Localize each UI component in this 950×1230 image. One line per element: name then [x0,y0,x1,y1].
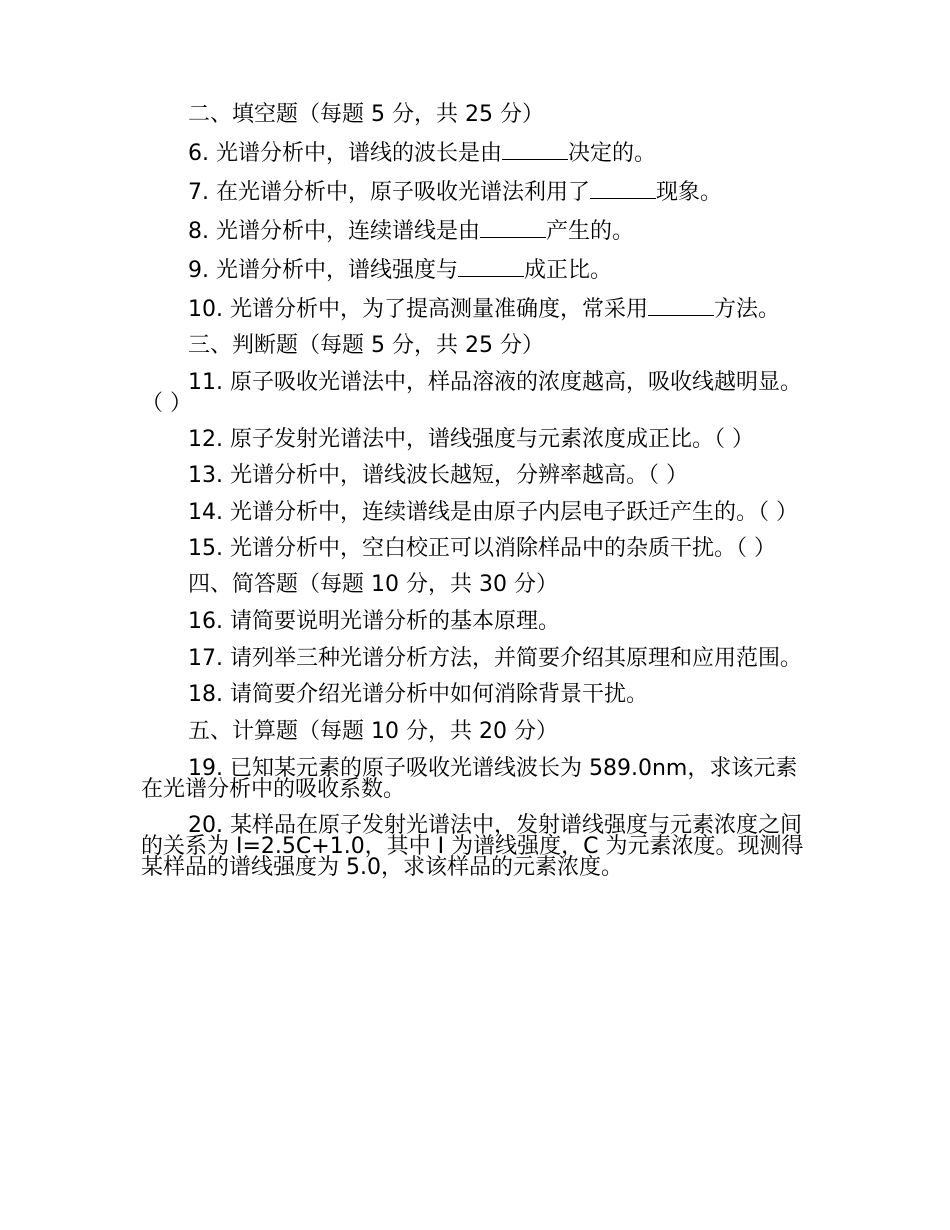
question-10 [141,297,811,320]
question-7-text: 7. 在光谱分析中，原子吸收光谱法利用了 [188,180,590,205]
answer-blank [458,258,524,277]
section-heading-calculation: 五、计算题（每题 10 分，共 20 分） [188,719,558,744]
question-8 [141,219,811,243]
question-9 [141,258,811,282]
question-20: 20. 某样品在原子发射光谱法中，发射谱线强度与元素浓度之间的关系为 I=2.5C+1.0，其中 I 为谱线强度，C 为元素浓度。现测得某样品的谱线强度为 5.0，求该样品的元素浓度。 [141,813,804,880]
question-7-tail: 现象。 [656,180,723,205]
question-6-tail: 决定的。 [567,141,656,166]
question-6-text: 6. 光谱分析中，谱线的波长是由 [188,141,502,166]
answer-blank [480,219,546,238]
question-8-text: 8. 光谱分析中，连续谱线是由 [188,219,480,244]
question-18: 18. 请简要介绍光谱分析中如何消除背景干扰。 [188,682,648,707]
question-15: 15. 光谱分析中，空白校正可以消除样品中的杂质干扰。（ ） [188,536,776,561]
section-heading-short-answer: 四、简答题（每题 10 分，共 30 分） [188,572,558,597]
question-10-text: 10. 光谱分析中，为了提高测量准确度，常采用 [188,297,648,322]
question-19: 19. 已知某元素的原子吸收光谱线波长为 589.0nm，求该元素在光谱分析中的吸收系数。 [141,756,798,802]
section-heading-judge: 三、判断题（每题 5 分，共 25 分） [188,333,544,358]
question-17: 17. 请列举三种光谱分析方法，并简要介绍其原理和应用范围。 [188,646,802,671]
question-6 [141,141,811,165]
question-10-tail: 方法。 [713,297,780,322]
question-9-text: 9. 光谱分析中，谱线强度与 [188,258,458,283]
question-9-tail: 成正比。 [523,258,612,283]
question-13: 13. 光谱分析中，谱线波长越短，分辨率越高。（ ） [188,463,688,488]
answer-blank [590,180,656,199]
question-8-tail: 产生的。 [545,219,634,244]
answer-blank [648,297,714,316]
question-14: 14. 光谱分析中，连续谱线是由原子内层电子跃迁产生的。（ ） [188,500,798,525]
section-heading-fill-blank: 二、填空题（每题 5 分，共 25 分） [188,102,544,127]
question-7 [141,180,811,204]
question-12: 12. 原子发射光谱法中，谱线强度与元素浓度成正比。（ ） [188,427,754,452]
question-16: 16. 请简要说明光谱分析的基本原理。 [188,609,560,634]
exam-content [141,104,811,893]
answer-blank [502,141,568,160]
question-11: 11. 原子吸收光谱法中，样品溶液的浓度越高，吸收线越明显。（ ） [141,370,802,416]
